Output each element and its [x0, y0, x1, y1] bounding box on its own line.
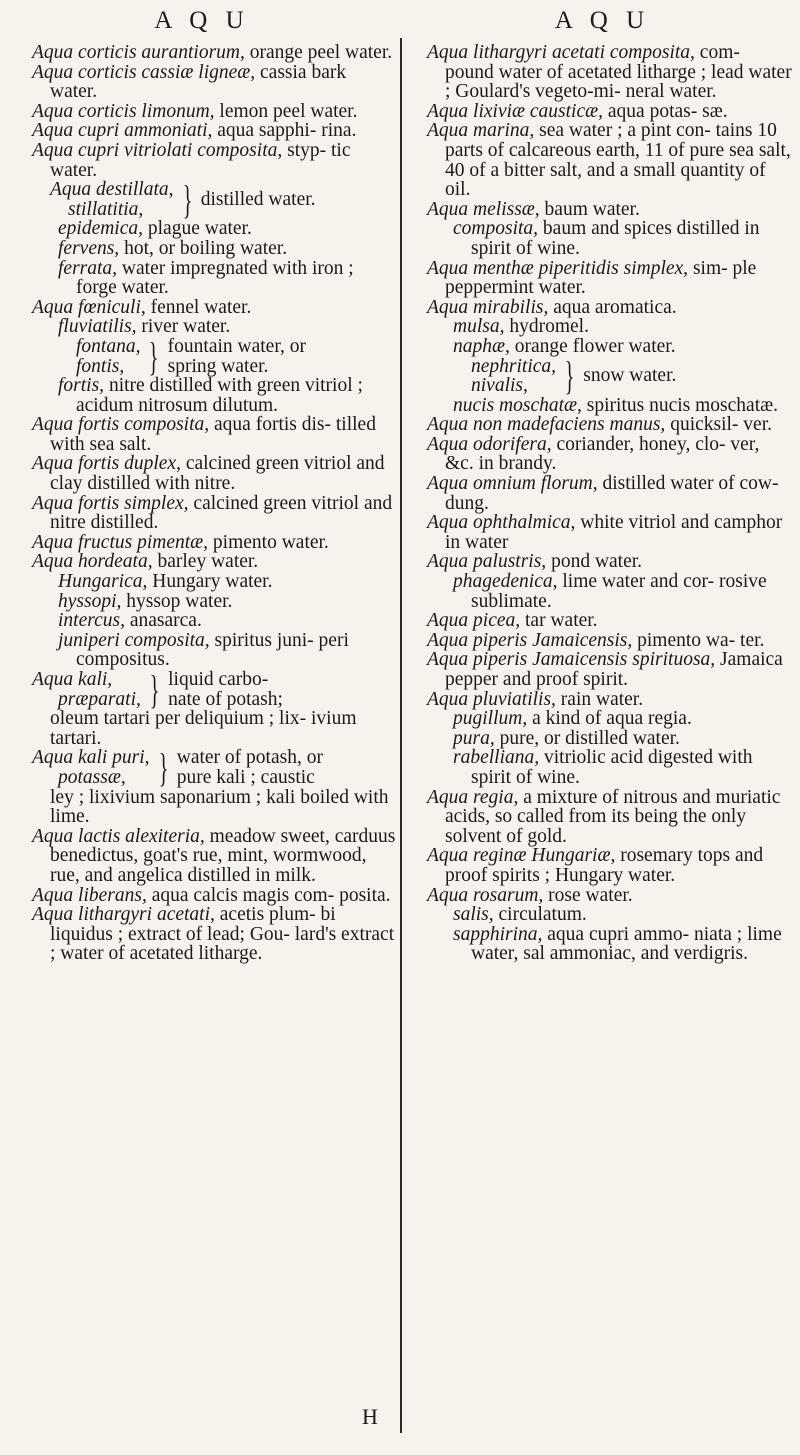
definition: nitre distilled with green vitriol ; acidum nitrosum dilutum.	[76, 375, 363, 416]
dictionary-entry	[32, 43, 398, 63]
dictionary-entry	[427, 729, 792, 749]
definition: aqua aromatica.	[548, 296, 677, 318]
headword: composita,	[453, 218, 539, 240]
brace-symbol: }	[564, 353, 575, 399]
running-head-right: A Q U	[554, 7, 651, 34]
headword: fervens,	[58, 237, 120, 259]
headword: Aqua picea,	[427, 610, 521, 632]
definition: a kind of aqua regia.	[527, 708, 692, 730]
dictionary-entry	[427, 846, 792, 885]
headword: Aqua fructus pimentæ,	[32, 531, 209, 553]
headword: fortis,	[58, 375, 105, 397]
definition: aqua fortis dis- tilled with sea salt.	[50, 414, 376, 455]
headword: Aqua destillata,	[50, 179, 174, 201]
dictionary-entry	[427, 905, 792, 925]
running-head-left: A Q U	[154, 7, 250, 34]
signature-mark: H	[362, 1404, 378, 1429]
headword: Hungarica,	[58, 571, 148, 593]
dictionary-entry	[427, 219, 792, 258]
dictionary-entry	[32, 219, 398, 239]
headword: pura,	[453, 727, 495, 749]
headword: sapphirina,	[453, 923, 543, 945]
dictionary-entry	[427, 748, 792, 787]
headword: pugillum,	[453, 708, 528, 730]
definition: fennel water.	[145, 296, 252, 318]
headword: Aqua mirabilis,	[427, 296, 549, 318]
definition: styp- tic water.	[50, 139, 351, 181]
headword: Aqua non madefaciens manus,	[427, 414, 666, 436]
definition: anasarca.	[124, 610, 202, 632]
headword: fontis,	[76, 355, 125, 377]
definition: white vitriol and camphor in water	[445, 512, 783, 553]
headword: Aqua rosarum,	[427, 884, 544, 906]
headword: Aqua kali puri,	[32, 747, 150, 769]
definition: hydromel.	[504, 316, 589, 338]
dictionary-entry	[427, 611, 792, 631]
definition-continued: oleum tartari per deliquium ; lix- ivium tartari.	[50, 708, 357, 749]
dictionary-entry	[427, 43, 792, 102]
entry-group	[32, 43, 398, 180]
right-column	[405, 0, 800, 1455]
brace-symbol: }	[182, 176, 192, 222]
definition: sea water ; a pint con- tains 10 parts of calcareous earth, 11 of pure sea salt, 40 of a bitter salt, and a small quantity of oil.	[445, 120, 791, 201]
entry-group	[32, 219, 398, 337]
definition: tar water.	[520, 610, 598, 632]
definition: aqua sapphi- rina.	[212, 120, 357, 142]
headword: Aqua fortis composita,	[32, 414, 210, 436]
definition: liquid carbo-	[168, 669, 269, 690]
definition: baum water.	[539, 198, 640, 220]
definition: orange flower water.	[509, 335, 676, 357]
definition: rose water.	[543, 884, 633, 906]
dictionary-entry	[32, 552, 398, 572]
definition: acetis plum- bi liquidus ; extract of lead; Gou- lard's extract ; water of acetated litharge.	[50, 904, 395, 965]
dictionary-entry	[427, 631, 792, 651]
headword: Aqua lixiviæ causticæ,	[427, 100, 604, 122]
definition-continued: ley ; lixivium saponarium ; kali boiled with lime.	[50, 786, 389, 828]
dictionary-entry	[427, 925, 792, 964]
definition: Hungary water.	[147, 571, 273, 593]
headword: præparati,	[58, 688, 141, 710]
headword: Aqua kali,	[32, 669, 113, 690]
definition: distilled water of cow-dung.	[445, 473, 779, 514]
dictionary-entry	[427, 337, 792, 357]
definition: baum and spices distilled in spirit of wine.	[471, 218, 760, 259]
headword: Aqua melissæ,	[427, 198, 540, 220]
dictionary-entry	[32, 454, 398, 493]
headword: Aqua cupri ammoniati,	[32, 120, 213, 142]
dictionary-entry	[32, 415, 398, 454]
definition: snow water.	[583, 365, 677, 387]
brace-entry-kali	[32, 666, 398, 749]
dictionary-entry	[427, 435, 792, 474]
definition: cassia bark water.	[50, 61, 347, 103]
dictionary-entry	[32, 572, 398, 592]
dictionary-entry	[427, 788, 792, 847]
definition: water impregnated with iron ; forge water.	[76, 257, 354, 299]
definition: rosemary tops and proof spirits ; Hungary water.	[445, 845, 764, 886]
headword: juniperi composita,	[58, 629, 210, 651]
definition: aqua potas- sæ.	[603, 100, 728, 122]
headword: Aqua pluviatilis,	[427, 688, 556, 710]
definition: a mixture of nitrous and muriatic acids, so called from its being the only solvent of gold.	[445, 786, 781, 847]
dictionary-entry	[427, 396, 792, 416]
dictionary-entry	[427, 259, 792, 298]
headword: rabelliana,	[453, 747, 540, 769]
definition: spiritus nucis moschatæ.	[581, 394, 778, 416]
dictionary-entry	[32, 592, 398, 612]
dictionary-entry	[32, 298, 398, 318]
dictionary-entry	[32, 259, 398, 298]
definition: lemon peel water.	[214, 100, 358, 122]
dictionary-entry	[32, 102, 398, 122]
dictionary-entry	[427, 121, 792, 199]
dictionary-entry	[427, 200, 792, 220]
headword: hyssopi,	[58, 590, 122, 612]
headword: Aqua omnium florum,	[427, 473, 598, 495]
dictionary-entry	[32, 63, 398, 102]
headword: fluviatilis,	[58, 316, 137, 338]
dictionary-entry	[427, 552, 792, 572]
definition: pond water.	[546, 551, 643, 573]
definition: nate of potash;	[168, 688, 283, 710]
dictionary-entry	[427, 298, 792, 318]
definition: aqua cupri ammo- niata ; lime water, sal ammoniac, and verdigris.	[471, 923, 782, 965]
definition: calcined green vitriol and clay distilled with nitre.	[50, 453, 385, 495]
headword: Aqua palustris,	[427, 551, 547, 573]
headword: potassæ,	[58, 766, 126, 788]
headword: Aqua corticis aurantiorum,	[32, 42, 245, 63]
definition: circulatum.	[493, 904, 587, 926]
dictionary-entry	[32, 827, 398, 886]
headword: ferrata,	[58, 257, 118, 279]
dictionary-entry	[32, 611, 398, 631]
headword: Aqua fortis simplex,	[32, 492, 189, 514]
definition: Jamaica pepper and proof spirit.	[445, 649, 783, 690]
dictionary-entry	[427, 886, 792, 906]
definition: hot, or boiling water.	[119, 237, 288, 259]
headword: Aqua corticis cassiæ ligneæ,	[32, 61, 256, 83]
definition: meadow sweet, carduus benedictus, goat's rue, mint, wormwood, rue, and angelica distilled in milk.	[50, 825, 396, 886]
brace-symbol: }	[149, 666, 160, 712]
headword: Aqua marina,	[427, 120, 535, 142]
headword: Aqua hordeata,	[32, 551, 153, 573]
headword: fontana,	[76, 335, 141, 357]
dictionary-entry	[32, 317, 398, 337]
headword: stillatitia,	[68, 198, 144, 220]
brace-entry-kali-puri	[32, 744, 398, 828]
dictionary-entry	[427, 102, 792, 122]
dictionary-entry	[32, 239, 398, 259]
headword: Aqua odorifera,	[427, 433, 552, 455]
definition: coriander, honey, clo- ver, &c. in brandy.	[445, 433, 760, 475]
headword: Aqua lithargyri acetati,	[32, 904, 215, 926]
definition: fountain water, or	[167, 335, 307, 357]
headword: Aqua menthæ piperitidis simplex,	[427, 257, 689, 279]
headword: naphæ,	[453, 335, 510, 357]
headword: epidemica,	[58, 218, 144, 240]
headword: salis,	[453, 904, 494, 926]
entry-group	[32, 827, 398, 964]
headword: Aqua lactis alexiteria,	[32, 825, 205, 847]
dictionary-entry	[427, 415, 792, 435]
headword: Aqua piperis Jamaicensis,	[427, 629, 633, 651]
definition: vitriolic acid digested with spirit of wine.	[471, 747, 753, 788]
entry-group	[427, 396, 792, 964]
dictionary-entry	[32, 121, 398, 141]
headword: Aqua fortis duplex,	[32, 453, 181, 475]
headword: Aqua piperis Jamaicensis spirituosa,	[427, 649, 716, 671]
dictionary-entry	[32, 141, 398, 180]
headword: Aqua reginæ Hungariæ,	[427, 845, 616, 867]
headword: nephritica,	[471, 355, 557, 377]
definition: spiritus juni- peri compositus.	[76, 629, 349, 671]
headword: Aqua fœniculi,	[32, 296, 146, 318]
definition: distilled water.	[200, 188, 316, 210]
definition: plague water.	[143, 218, 252, 240]
entry-group	[32, 376, 398, 670]
headword: intercus,	[58, 610, 125, 632]
definition: hyssop water.	[121, 590, 233, 612]
headword: Aqua liberans,	[32, 884, 147, 906]
dictionary-entry	[32, 494, 398, 533]
entry-group	[427, 43, 792, 357]
brace-entry-fontana	[32, 333, 398, 379]
definition: pimento wa- ter.	[632, 629, 765, 651]
dictionary-entry	[427, 650, 792, 689]
headword: Aqua lithargyri acetati composita,	[427, 42, 695, 63]
dictionary-entry	[427, 709, 792, 729]
definition: pure, or distilled water.	[494, 727, 680, 749]
headword: Aqua regia,	[427, 786, 519, 808]
brace-symbol: }	[158, 744, 168, 790]
dictionary-entry	[32, 905, 398, 964]
definition: river water.	[136, 316, 231, 338]
headword: nivalis,	[471, 375, 528, 397]
definition: lime water and cor- rosive sublimate.	[471, 571, 767, 612]
brace-entry-destillata	[32, 176, 398, 222]
dictionary-entry	[32, 533, 398, 553]
headword: Aqua corticis limonum,	[32, 100, 215, 122]
definition: calcined green vitriol and nitre distilled.	[50, 492, 393, 534]
definition: quicksil- ver.	[665, 414, 773, 436]
definition: com- pound water of acetated litharge ; lead water ; Goulard's vegeto-mi- neral water.	[445, 42, 792, 103]
definition: spring water.	[167, 355, 269, 377]
definition: orange peel water.	[244, 42, 393, 63]
dictionary-entry	[427, 317, 792, 337]
definition: water of potash, or	[176, 747, 323, 769]
brace-entry-nivalis	[427, 353, 792, 399]
definition: pimento water.	[208, 531, 329, 553]
dictionary-entry	[427, 513, 792, 552]
headword: phagedenica,	[453, 571, 558, 593]
headword: Aqua ophthalmica,	[427, 512, 576, 534]
headword: mulsa,	[453, 316, 505, 338]
definition: sim- ple peppermint water.	[445, 257, 757, 299]
dictionary-entry	[32, 886, 398, 906]
definition: aqua calcis magis com- posita.	[146, 884, 391, 906]
headword: nucis moschatæ,	[453, 394, 582, 416]
definition: pure kali ; caustic	[176, 766, 315, 788]
headword: Aqua cupri vitriolati composita,	[32, 139, 283, 161]
definition: rain water.	[555, 688, 644, 710]
definition: barley water.	[152, 551, 259, 573]
dictionary-entry	[427, 690, 792, 710]
dictionary-entry	[32, 631, 398, 670]
dictionary-entry	[427, 572, 792, 611]
brace-symbol: }	[149, 333, 159, 379]
dictionary-entry	[427, 474, 792, 513]
dictionary-entry	[32, 376, 398, 415]
